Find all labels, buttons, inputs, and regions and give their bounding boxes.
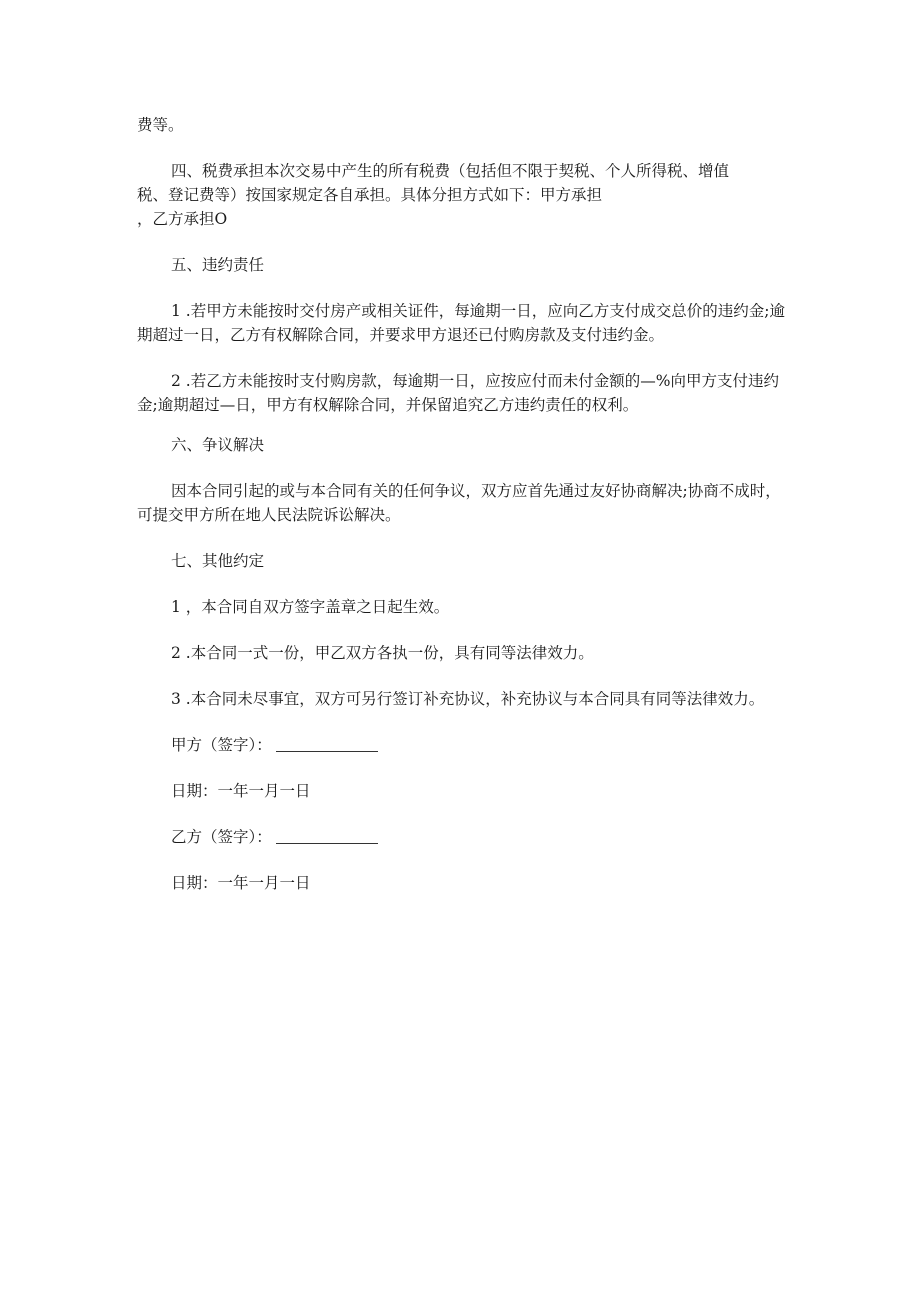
other-clause-3: 3 .本合同未尽事宜，双方可另行签订补充协议，补充协议与本合同具有同等法律效力。	[171, 690, 765, 708]
party-b-date: 日期：一年一月一日	[171, 874, 311, 892]
dispute-clause: 因本合同引起的或与本合同有关的任何争议，双方应首先通过友好协商解决;协商不成时，可提交甲方所在地人民法院诉讼解决。	[137, 482, 781, 524]
party-a-date: 日期：一年一月一日	[171, 782, 311, 800]
taxes-line-3: ，乙方承担O	[137, 210, 228, 228]
party-a-signature-line[interactable]	[276, 735, 378, 752]
party-a-label: 甲方（签字）：	[171, 736, 272, 754]
heading-other: 七、其他约定	[171, 552, 265, 570]
other-clause-1: 1 ，本合同自双方签字盖章之日起生效。	[171, 598, 450, 616]
party-a-signature-row	[137, 733, 787, 757]
heading-dispute: 六、争议解决	[171, 436, 265, 454]
paragraph-fee-tail: 费等。	[137, 116, 184, 134]
contract-body	[137, 113, 787, 895]
breach-clause-1: 1 .若甲方未能按时交付房产或相关证件，每逾期一日，应向乙方支付成交总价的违约金;逾期超过一日，乙方有权解除合同，并要求甲方退还已付购房款及支付违约金。	[137, 302, 785, 344]
breach-clause-2: 2 .若乙方未能按时支付购房款，每逾期一日，应按应付而未付金额的—%向甲方支付违约金;逾期超过—日，甲方有权解除合同，并保留追究乙方违约责任的权利。	[137, 372, 779, 414]
taxes-line-2: 税、登记费等）按国家规定各自承担。具体分担方式如下：甲方承担	[137, 186, 603, 204]
section-taxes	[137, 159, 787, 231]
other-clause-2: 2 .本合同一式一份，甲乙双方各执一份，具有同等法律效力。	[171, 644, 594, 662]
taxes-line-1: 四、税费承担本次交易中产生的所有税费（包括但不限于契税、个人所得税、增值	[171, 162, 730, 180]
party-b-signature-line[interactable]	[276, 827, 378, 844]
party-b-signature-row	[137, 825, 787, 849]
heading-breach: 五、违约责任	[171, 256, 265, 274]
party-b-label: 乙方（签字）：	[171, 828, 272, 846]
